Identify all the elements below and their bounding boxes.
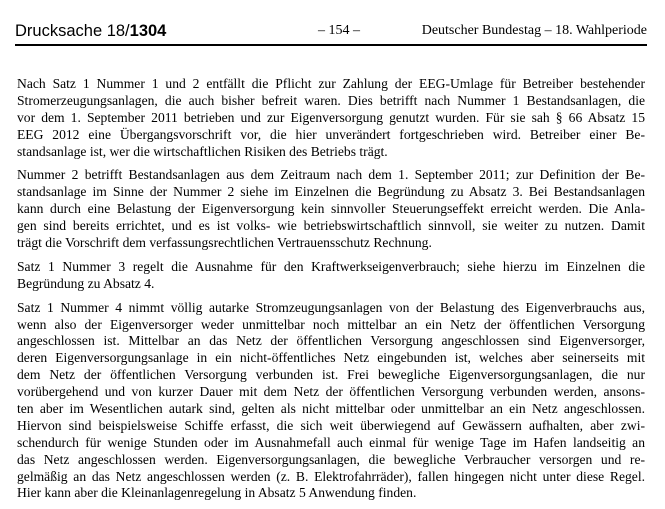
text-line: Begründung zu Absatz 4. — [17, 275, 155, 291]
text-line: wenn also der Eigenversorger weder unmittelbar noch mittelbar an ein Netz der öffentlichen Versorgung — [17, 316, 645, 332]
text-line: schendurch für wenige Stunden oder im Ausnahmefall auch einmal für wenige Tage im Hafen landseitig an — [17, 434, 645, 450]
text-line: Stromerzeugungsanlagen, die auch bisher befreit waren. Dies betrifft nach Nummer 1 Bestandsanlagen, die — [17, 92, 645, 108]
text-line: Satz 1 Nummer 4 nimmt völlig autarke Stromzeugungsanlagen von der Belastung des Eigenverbrauchs aus, — [17, 299, 645, 315]
text-line: trägt die Vorschrift dem verfassungsrechtlichen Vertrauensschutz Rechnung. — [17, 235, 432, 251]
paragraph — [17, 167, 645, 251]
page-number: – 154 – — [318, 23, 360, 38]
paragraph — [17, 300, 645, 503]
doc-number: 1304 — [129, 22, 167, 40]
text-line: angeschlossen ist. Mittelbar an das Netz der öffentlichen Versorgung angeschlossen sind Eigenversorger, — [17, 333, 645, 349]
doc-type: Drucksache — [15, 22, 107, 40]
text-line: das Netz angeschlossen werden. Eigenversorgungsanlagen, die bewegliche Verbraucher versorgen und re- — [17, 451, 645, 467]
page-header — [15, 22, 647, 44]
publisher: Deutscher Bundestag – 18. Wahlperiode — [421, 23, 647, 38]
text-line: Hiervon sind beispielsweise Schiffe erfasst, die sich weit überwiegend auf Gewässern aufhalten, aber zwi- — [17, 417, 645, 433]
text-line: deren Eigenversorgungsanlage in ein nicht-öffentliches Netz eingebunden ist, welches aber seinerseits mit — [17, 350, 645, 366]
text-line: Hier kann aber die Kleinanlagenregelung in Absatz 5 Anwendung finden. — [17, 485, 417, 501]
text-line: vorübergehend und von kurzer Dauer mit dem Netz der öffentlichen Versorgung verbunden werden, ansons- — [17, 384, 645, 400]
text-line: EEG 2012 eine Übergangsvorschrift vor, die hier unverändert fortgeschrieben wird. Betreiber einer Be- — [17, 126, 645, 142]
text-line: gen sind bereits errichtet, und es ist volks- wie betriebswirtschaftlich sinnvoll, sie weiter zu nutzen. Damit — [17, 218, 645, 234]
doc-number-prefix: 18/ — [106, 22, 130, 40]
doc-reference — [15, 22, 166, 41]
text-line: gelmäßig an das Netz angeschlossen werden (z. B. Elektrofahrräder), fallen hingegen nicht unter diese Regel. — [17, 468, 645, 484]
body-text — [17, 76, 645, 509]
text-line: standsanlage im Sinne der Nummer 2 siehe im Einzelnen die Begründung zu Absatz 3. Bei Bestandsanlagen — [17, 184, 645, 200]
text-line: standsanlage ist, wer die wirtschaftlichen Risiken des Betriebs trägt. — [17, 143, 388, 159]
text-line: dem Netz der öffentlichen Versorgung verbunden ist. Frei bewegliche Eigenversorgungsanlagen, die nur — [17, 367, 645, 383]
header-rule — [15, 44, 647, 46]
text-line: Nach Satz 1 Nummer 1 und 2 entfällt die Pflicht zur Zahlung der EEG-Umlage für Betreiber bestehender — [17, 76, 645, 91]
text-line: kann durch eine Belastung der Eigenversorgung kein sinnvoller Steuerungseffekt erreicht werden. Die Anla- — [17, 201, 645, 217]
paragraph — [17, 76, 645, 160]
text-line: vor dem 1. September 2011 betrieben und zur Eigenversorgung genutzt wurden. Für sie sah § 66 Absatz 15 — [17, 109, 645, 125]
text-line: Satz 1 Nummer 3 regelt die Ausnahme für den Kraftwerkseigenverbrauch; siehe hierzu im Einzelnen die — [17, 258, 645, 274]
text-line: Nummer 2 betrifft Bestandsanlagen aus dem Zeitraum nach dem 1. September 2011; zur Definition der Be- — [17, 167, 645, 183]
text-line: ten aber im Wesentlichen autark sind, gelten als nicht mittelbar oder unmittelbar an ein Netz angeschlossen. — [17, 401, 645, 417]
paragraph — [17, 259, 645, 293]
